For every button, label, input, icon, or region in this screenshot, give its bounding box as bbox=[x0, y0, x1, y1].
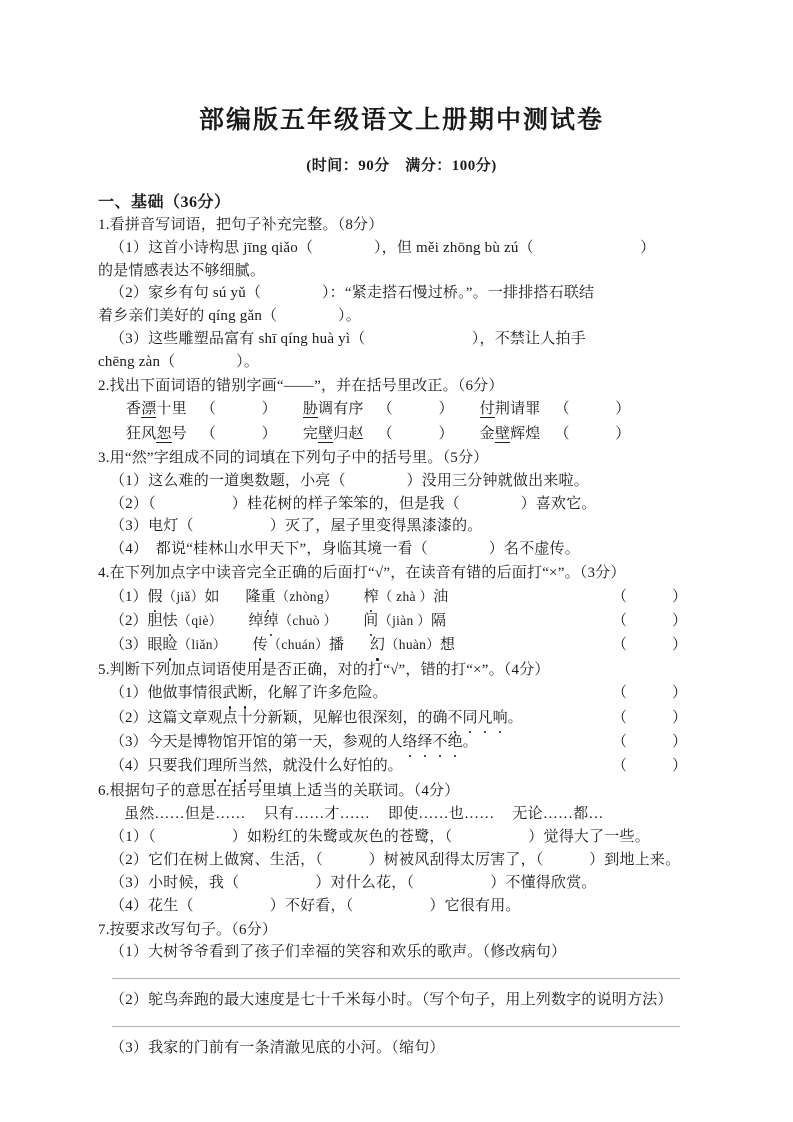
pron-group bbox=[110, 585, 612, 609]
suffix: 播 bbox=[328, 637, 344, 654]
question-1-stem: 1.看拼音写词语，把句子补充完整。（8分） bbox=[98, 217, 384, 233]
answer-paren[interactable]: （ ） bbox=[377, 401, 454, 418]
question-6-line-3: （3）小时候，我（ ）对什么花，（ ）不懂得欣赏。 bbox=[110, 875, 597, 892]
word-text: 狂风恕号 bbox=[126, 425, 187, 442]
dotted-word: 眼睑 bbox=[148, 637, 178, 653]
question-1-line-4: 着乡亲们美好的 qíng gǎn（ ）。 bbox=[98, 308, 361, 325]
item-label: （2） bbox=[110, 613, 148, 630]
sentence-text: （2）这篇文章观点十分新颖，见解也很深刻，的确 bbox=[110, 709, 448, 726]
answer-paren[interactable]: （ ） bbox=[554, 425, 631, 442]
conjunction-option: 只有……才…… bbox=[263, 806, 371, 823]
question-7-item-3: （3）我家的门前有一条清澈见底的小河。（缩句） bbox=[110, 1040, 445, 1056]
question-4-row-1 bbox=[98, 585, 705, 609]
question-6-stem: 6.根据句子的意思在括号里填上适当的关联词。（4分） bbox=[98, 782, 460, 799]
answer-write-line-2[interactable] bbox=[112, 1026, 680, 1027]
word-item bbox=[126, 397, 277, 421]
answer-write-line-1[interactable] bbox=[112, 978, 680, 979]
word-item bbox=[126, 422, 277, 446]
question-5-row-3 bbox=[98, 730, 705, 754]
pron-group bbox=[110, 609, 612, 633]
question-3-stem: 3.用“然”字组成不同的词填在下列句子中的括号里。（5分） bbox=[98, 449, 489, 466]
question-5-row-1 bbox=[98, 681, 705, 705]
dotted-char: 榨 bbox=[364, 589, 379, 605]
question-6-line-1: （1）（ ）如粉红的朱鹭或灰色的苍鹭，（ ）觉得大了一些。 bbox=[110, 829, 650, 846]
answer-paren[interactable]: （ ） bbox=[611, 588, 687, 605]
dotted-word: 隆重 bbox=[246, 589, 276, 605]
word-item bbox=[303, 422, 454, 446]
dotted-char: 幻 bbox=[370, 637, 385, 653]
answer-paren[interactable]: （ ） bbox=[200, 401, 277, 418]
suffix: 油 bbox=[433, 588, 449, 605]
word-item bbox=[303, 397, 454, 421]
question-5-row-4 bbox=[98, 754, 705, 778]
word-text: 胁调有序 bbox=[302, 401, 364, 418]
question-1-line-6: chēng zàn（ ）。 bbox=[98, 353, 260, 370]
dotted-char: 假 bbox=[148, 589, 163, 605]
word-text: 完壁归赵 bbox=[302, 425, 364, 442]
pinyin: （jiǎ） bbox=[162, 588, 205, 604]
answer-paren[interactable]: （ ） bbox=[611, 734, 687, 751]
suffix: 想 bbox=[440, 637, 456, 654]
question-2-row-2 bbox=[98, 422, 705, 446]
pinyin: （jiàn ） bbox=[378, 613, 432, 629]
sentence-text: （4）只要我们 bbox=[110, 758, 208, 775]
dotted-phrase: 理所当然 bbox=[208, 758, 268, 774]
sentence-text: 。 bbox=[507, 709, 523, 726]
question-3-line-1: （1）这么难的一道奥数题，小亮（ ）没用三分钟就做出来啦。 bbox=[110, 472, 589, 489]
question-4-row-2 bbox=[98, 609, 705, 633]
dotted-char: 传 bbox=[253, 637, 268, 653]
question-1-line-5: （3）这些雕塑品富有 shī qíng huà yì（ ），不禁让人拍手 bbox=[110, 330, 586, 347]
word-text: 香漂十里 bbox=[126, 401, 187, 418]
answer-paren[interactable]: （ ） bbox=[554, 401, 631, 418]
word-text: 付荆请罪 bbox=[479, 401, 541, 418]
pinyin: （liǎn） bbox=[177, 637, 227, 653]
dotted-phrase: 不同凡响 bbox=[448, 710, 508, 726]
answer-paren[interactable]: （ ） bbox=[377, 425, 454, 442]
question-3-line-3: （3）电灯（ ）灭了，屋子里变得黑漆漆的。 bbox=[110, 518, 483, 535]
question-4-row-3 bbox=[98, 633, 705, 657]
word-text: 金壁辉煌 bbox=[479, 425, 541, 442]
sentence-text: （1）他做事情很 bbox=[110, 685, 223, 702]
suffix: 如 bbox=[204, 588, 220, 605]
page-title: 部编版五年级语文上册期中测试卷 bbox=[198, 105, 604, 134]
pron-group bbox=[110, 633, 612, 657]
question-3-line-2: （2）（ ）桂花树的样子笨笨的，但是我（ ）喜欢它。 bbox=[110, 495, 597, 512]
answer-paren[interactable]: （ ） bbox=[611, 758, 687, 775]
question-4-stem: 4.在下列加点字中读音完全正确的后面打“√”，在读音有错的后面打“×”。（3分） bbox=[98, 564, 626, 581]
dotted-word: 胆怯 bbox=[148, 613, 178, 629]
answer-paren[interactable]: （ ） bbox=[611, 709, 687, 726]
sentence-text: ，化解了许多危险。 bbox=[252, 685, 388, 702]
question-7-item-1: （1）大树爷爷看到了孩子们幸福的笑容和欢乐的歌声。（修改病句） bbox=[110, 944, 567, 961]
word-item bbox=[480, 397, 631, 421]
conjunction-option: 无论……都… bbox=[512, 806, 604, 823]
answer-paren[interactable]: （ ） bbox=[611, 637, 687, 654]
word-item bbox=[480, 422, 631, 446]
question-6-line-4: （4）花生（ ）不好看，（ ）它很有用。 bbox=[110, 897, 521, 914]
pinyin: （qiè） bbox=[177, 613, 223, 629]
sentence-text: （3）今天是博物馆开馆的第一天，参观的人 bbox=[110, 734, 403, 751]
section-heading-basics: 一、基础（36分） bbox=[98, 194, 231, 211]
question-1-line-2: 的是情感表达不够细腻。 bbox=[98, 262, 266, 279]
conjunction-option: 虽然……但是…… bbox=[124, 806, 246, 823]
pinyin: （chuán） bbox=[267, 637, 329, 653]
pinyin: （zhòng） bbox=[275, 588, 338, 604]
dotted-phrase: 武断 bbox=[223, 685, 253, 701]
question-2-stem: 2.找出下面词语的错别字画“——”，并在括号里改正。（6分） bbox=[98, 377, 504, 394]
answer-paren[interactable]: （ ） bbox=[611, 613, 687, 630]
conjunction-option: 即使……也…… bbox=[388, 806, 495, 823]
question-6-line-2: （2）它们在树上做窝、生活，（ ）树被风刮得太厉害了，（ ）到地上来。 bbox=[110, 852, 681, 869]
question-1-line-1: （1）这首小诗构思 jīng qiǎo（ ），但 měi zhōng bù zú（ ） bbox=[110, 239, 656, 256]
pinyin: （chuò ） bbox=[278, 613, 338, 629]
question-2-row-1 bbox=[98, 397, 705, 421]
suffix: 隔 bbox=[431, 613, 447, 630]
question-1-line-3: （2）家乡有句 sú yǔ（ ）：“紧走搭石慢过桥。”。一排排搭石联结 bbox=[110, 285, 595, 302]
sentence-text: 。 bbox=[462, 734, 478, 751]
question-3-line-4: （4） 都说“桂林山水甲天下”，身临其境一看（ ）名不虚传。 bbox=[110, 541, 580, 558]
exam-meta-line: (时间：90分 满分：100分) bbox=[306, 158, 497, 174]
dotted-char: 间 bbox=[363, 613, 378, 629]
question-7-stem: 7.按要求改写句子。（6分） bbox=[98, 921, 278, 938]
answer-paren[interactable]: （ ） bbox=[200, 425, 277, 442]
question-7-item-2: （2）鸵鸟奔跑的最大速度是七十千米每小时。（写个句子，用上列数字的说明方法） bbox=[110, 992, 673, 1009]
item-label: （3） bbox=[110, 637, 148, 654]
question-6-conjunction-bank bbox=[98, 802, 705, 826]
pinyin: （ zhà ） bbox=[378, 588, 434, 604]
question-5-row-2 bbox=[98, 706, 705, 730]
pinyin: （huàn） bbox=[384, 637, 441, 653]
question-5-stem: 5.判断下列加点词语使用是否正确，对的打“√”，错的打“×”。（4分） bbox=[98, 661, 550, 678]
sentence-text: ，就没什么好怕的。 bbox=[267, 758, 403, 775]
dotted-phrase: 络绎不绝 bbox=[403, 734, 463, 750]
dotted-word: 绰绰 bbox=[249, 613, 279, 629]
item-label: （1） bbox=[110, 588, 148, 605]
answer-paren[interactable]: （ ） bbox=[611, 685, 687, 702]
